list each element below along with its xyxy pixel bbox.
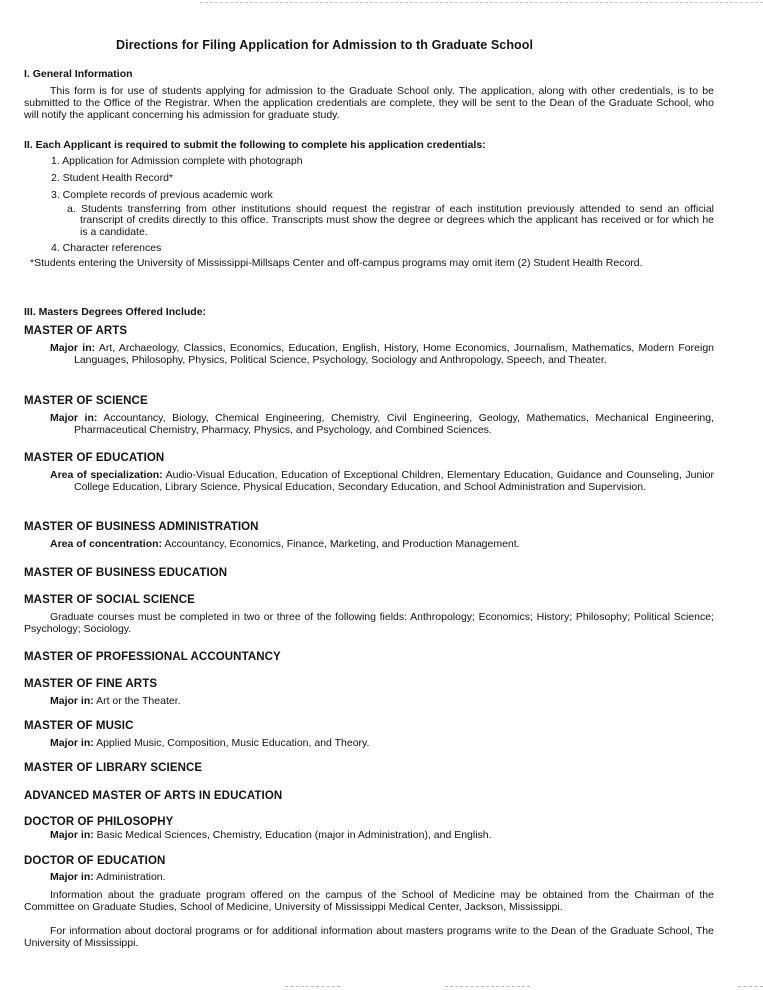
degree-lead: Major in: [50, 828, 94, 841]
document-title: Directions for Filing Application for Admission to th Graduate School [116, 38, 534, 52]
top-edge-rule [200, 2, 763, 3]
degree-title: MASTER OF EDUCATION [24, 452, 165, 464]
bottom-edge-mark [738, 986, 763, 987]
degree-lead: Area of specialization: [50, 468, 163, 481]
bottom-edge-mark [285, 986, 340, 987]
degree-text: Applied Music, Composition, Music Education, and Theory. [96, 736, 370, 749]
degree-description: Graduate courses must be completed in two or three of the following fields: Anthropology; Economics; History; Philosophy; Political Science; Psychology; Sociology. [24, 610, 714, 635]
degree-text: Accountancy, Biology, Chemical Engineering, Chemistry, Civil Engineering, Geology, Mathematics, Mechanical Engineering, Pharmaceutical Chemistry, Pharmacy, Physics, and Psychology, and Combined Sciences. [74, 411, 715, 436]
degree-master-of-social-science [24, 594, 714, 635]
degree-title: MASTER OF LIBRARY SCIENCE [24, 762, 203, 774]
degree-master-of-arts [24, 325, 714, 366]
degree-description [24, 829, 714, 841]
list-subitem: a. Students transferring from other institutions should request the registrar of each institution previously attended to send an official transcript of credits directly to this office. Transcripts must show the degree or degrees which the applicant has received or for which he is a candidate. [67, 202, 714, 238]
list-item: 1. Application for Admission complete with photograph [51, 154, 303, 167]
degree-title: MASTER OF MUSIC [24, 720, 134, 732]
degree-doctor-of-education [24, 855, 714, 883]
degree-description [24, 342, 714, 366]
degree-title: ADVANCED MASTER OF ARTS IN EDUCATION [24, 790, 283, 802]
list-item: 3. Complete records of previous academic work [51, 188, 273, 201]
degree-title: MASTER OF SOCIAL SCIENCE [24, 594, 195, 606]
footnote: *Students entering the University of Mississippi-Millsaps Center and off-campus programs may omit item (2) Student Health Record. [30, 257, 643, 269]
degree-master-of-business-education [24, 567, 714, 580]
degree-title: MASTER OF BUSINESS EDUCATION [24, 567, 228, 579]
degree-title: MASTER OF BUSINESS ADMINISTRATION [24, 521, 259, 533]
degree-doctor-of-philosophy [24, 816, 714, 841]
degree-master-of-professional-accountancy [24, 651, 714, 664]
degree-lead: Area of concentration: [50, 537, 163, 550]
degree-title: MASTER OF SCIENCE [24, 395, 148, 407]
section-heading: II. Each Applicant is required to submit the following to complete his application credentials: [24, 139, 486, 151]
degree-title: MASTER OF PROFESSIONAL ACCOUNTANCY [24, 651, 281, 663]
degree-text: Administration. [96, 870, 166, 883]
list-item: 4. Character references [51, 242, 162, 254]
degree-lead: Major in: [50, 870, 94, 883]
degree-title: MASTER OF ARTS [24, 325, 128, 337]
degree-title: DOCTOR OF EDUCATION [24, 855, 166, 867]
degree-description [24, 737, 714, 749]
section-heading: III. Masters Degrees Offered Include: [24, 306, 207, 318]
section-applicant-requirements [24, 139, 714, 269]
degree-text: Art, Archaeology, Classics, Economics, Education, English, History, Home Economics, Journalism, Mathematics, Modern Foreign Languages, Philosophy, Physics, Political Science, Psychology, Sociology and Anthropology, Speech, and Theater. [74, 341, 714, 366]
degree-master-of-fine-arts [24, 678, 714, 707]
section-general-information [24, 68, 714, 121]
degree-text: Accountancy, Economics, Finance, Marketing, and Production Management. [164, 537, 520, 550]
degree-lead: Major in: [50, 411, 98, 424]
section-degrees-offered [24, 306, 714, 319]
degree-title: MASTER OF FINE ARTS [24, 678, 158, 690]
degree-text: Art or the Theater. [96, 694, 181, 707]
closing-paragraph: For information about doctoral programs or for additional information about masters programs write to the Dean of the Graduate School, The University of Mississippi. [24, 925, 714, 949]
degree-description [24, 695, 714, 707]
degree-title: DOCTOR OF PHILOSOPHY [24, 816, 174, 828]
degree-description [24, 538, 714, 550]
bottom-edge-mark [445, 986, 530, 987]
degree-lead: Major in: [50, 694, 94, 707]
section-heading: I. General Information [24, 68, 133, 80]
degree-description [24, 412, 714, 436]
list-item: 2. Student Health Record* [51, 171, 173, 184]
degree-description [24, 871, 714, 883]
closing-paragraph: Information about the graduate program offered on the campus of the School of Medicine may be obtained from the Chairman of the Committee on Graduate Studies, School of Medicine, University of Mississippi Medical Center, Jackson, Mississippi. [24, 889, 714, 913]
degree-master-of-music [24, 720, 714, 749]
degree-lead: Major in: [50, 736, 94, 749]
degree-master-of-science [24, 395, 714, 436]
degree-advanced-master-of-arts-in-education [24, 790, 714, 803]
degree-text: Audio-Visual Education, Education of Exceptional Children, Elementary Education, Guidance and Counseling, Junior College Education, Library Science, Physical Education, Secondary Education, and School Administration and Supervision. [74, 468, 714, 493]
degree-master-of-library-science [24, 762, 714, 775]
degree-description [24, 469, 714, 493]
degree-master-of-business-administration [24, 521, 714, 550]
degree-master-of-education [24, 452, 714, 493]
closing-notes [24, 889, 714, 949]
degree-lead: Major in: [50, 341, 96, 354]
degree-text: Basic Medical Sciences, Chemistry, Education (major in Administration), and English. [96, 828, 492, 841]
section-paragraph: This form is for use of students applying for admission to the Graduate School only. The application, along with other credentials, is to be submitted to the Office of the Registrar. When the application credentials are complete, they will be sent to the Dean of the Graduate School, who will notify the applicant concerning his admission for graduate study. [24, 84, 714, 121]
